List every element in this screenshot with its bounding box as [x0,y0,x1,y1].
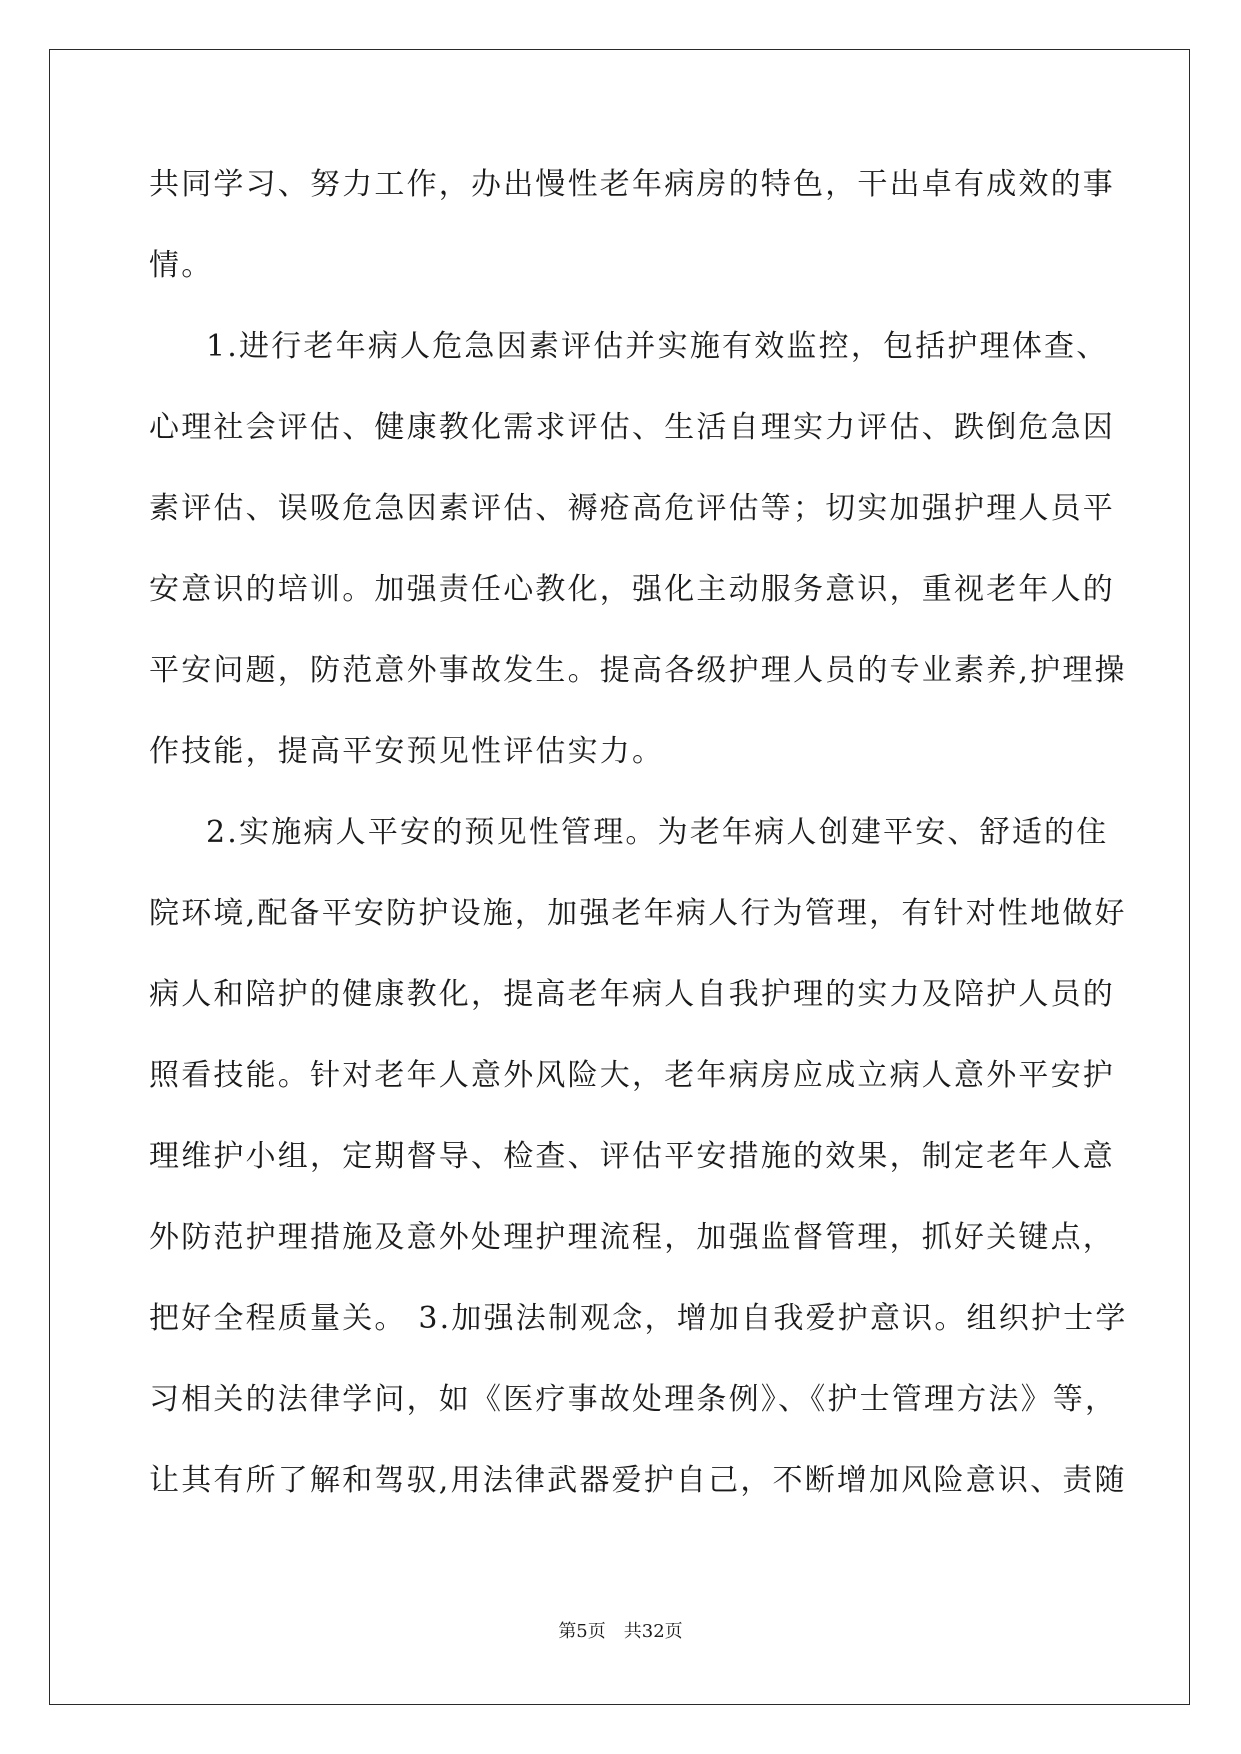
text-line: 共同学习、努力工作，办出慢性老年病房的特色，干出卓有成效的事 [149,167,1115,202]
text-line: 让其有所了解和驾驭,用法律武器爱护自己，不断增加风险意识、责随 [149,1463,1127,1498]
text-line: 外防范护理措施及意外处理护理流程，加强监督管理，抓好关键点， [149,1220,1115,1255]
page-total: 共32页 [623,1621,683,1642]
text-line: 安意识的培训。加强责任心教化，强化主动服务意识，重视老年人的 [149,572,1115,607]
page-number: 第5页 [558,1621,606,1642]
text-line: 素评估、误吸危急因素评估、褥疮高危评估等；切实加强护理人员平 [149,491,1115,526]
text-line: 平安问题，防范意外事故发生。提高各级护理人员的专业素养,护理操 [149,653,1127,688]
page-footer [0,1617,1241,1643]
text-line: 习相关的法律学问，如《医疗事故处理条例》、《护士管理方法》等， [149,1382,1118,1417]
document-body [149,160,1128,1537]
paragraph-start-line: 2.实施病人平安的预见性管理。为老年病人创建平安、舒适的住 [206,815,1109,850]
text-line: 理维护小组，定期督导、检查、评估平安措施的效果，制定老年人意 [149,1139,1115,1174]
text-line: 情。 [149,248,214,283]
text-line: 照看技能。针对老年人意外风险大，老年病房应成立病人意外平安护 [149,1058,1115,1093]
paragraph-start-line: 1.进行老年病人危急因素评估并实施有效监控，包括护理体查、 [206,329,1109,364]
text-line: 病人和陪护的健康教化，提高老年病人自我护理的实力及陪护人员的 [149,977,1115,1012]
text-line: 把好全程质量关。 3.加强法制观念，增加自我爱护意识。组织护士学 [149,1301,1128,1336]
text-line: 院环境,配备平安防护设施，加强老年病人行为管理，有针对性地做好 [149,896,1127,931]
text-line: 作技能，提高平安预见性评估实力。 [149,734,665,769]
text-line: 心理社会评估、健康教化需求评估、生活自理实力评估、跌倒危急因 [149,410,1115,445]
